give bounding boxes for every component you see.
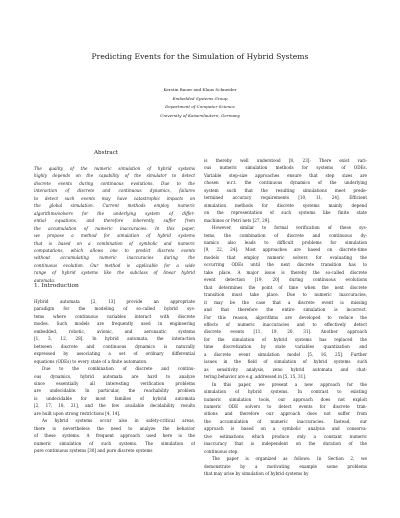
text-line: However, similar to formal verification of these sys- (212, 225, 367, 231)
text-line: between discrete and continuous dynamics is naturally (34, 343, 195, 349)
text-line: discrete events [11, 19, 20, 31]. Another approach (204, 329, 367, 335)
text-line: [1, 3, 12, 28]. In hybrid automata, the interaction (34, 336, 195, 342)
text-line: as sensitivity analysis, zeno hybrid automata and chat- (204, 366, 367, 372)
author-department: Department of Computer Science (165, 104, 235, 110)
text-line: continuous step. (204, 448, 239, 454)
text-line: occurring ODEs until the next discrete transition has to (204, 262, 367, 268)
text-line: effects of numeric inaccuracies and to effectively detect (204, 321, 367, 327)
text-line: inaccuracy that is independent on the duration of the (204, 441, 367, 447)
text-line: approach is based on a symbolic analysis and conserva- (204, 426, 367, 432)
text-line: to detect such events may have catastrophic impacts on (34, 195, 195, 201)
text-line: for the simulation of hybrid systems has replaced the (204, 336, 367, 342)
text-line: we propose a method for simulation of hybrid systems (34, 233, 195, 239)
text-line: expressed by associating a set of ordinary differential (34, 351, 195, 357)
text-line: are built upon strong restrictions [4, 14]. (34, 410, 121, 416)
text-line: For this reason, algorithms are developed to reduce the (204, 314, 367, 320)
text-line: ous dynamics, hybrid automata are hard to analyze (34, 373, 195, 379)
text-line: computations, which allows one to predict discrete events (34, 247, 195, 253)
paper-title: Predicting Events for the Simulation of Hybrid Systems (91, 52, 309, 61)
text-line: discrete events during continuous evolutions. Due to the (34, 180, 195, 186)
text-line: there is nevertheless the need to analyze the behavior (34, 425, 195, 431)
text-line: issues in the field of simulation of hybrid systems such (204, 359, 367, 365)
text-line: the accumulation of numeric inaccuracies. Instead, our (204, 418, 367, 424)
introduction-body (34, 298, 195, 455)
text-line: transition must take place. Due to numeric inaccuracies, (204, 292, 367, 298)
paragraph (34, 417, 195, 454)
text-line: demonstrate by a motivating example some problems (204, 463, 367, 469)
text-line: termined accuracy requirements [10, 11, 24]. Efficient (204, 195, 367, 201)
text-line: ous numeric simulation methods for systems of ODEs. (204, 165, 367, 171)
text-line: are undecidable. In particular, the reachability problem (34, 388, 195, 394)
text-line: The paper is organized as follows: In Section 2, we (212, 456, 367, 462)
paragraph (204, 455, 367, 477)
text-line: Variable step-size approaches ensure that step sizes are (204, 172, 367, 178)
text-line: tems where continuous variables interact with discrete (34, 313, 195, 319)
text-line: namics also leads to difficult problems for simulation (204, 239, 367, 245)
paragraph (204, 224, 367, 381)
text-line: numeric simulation tools, our approach does not exploit (204, 396, 367, 402)
text-line: take place. A major issue is thereby the so-called discrete (204, 269, 367, 275)
text-line: the global simulation. Current methods employ numeric (34, 203, 195, 209)
text-line: pure continuous systems [30] and pure discrete systems (34, 448, 153, 454)
text-line: that is based on a combination of symbolic and numeric (34, 240, 195, 246)
text-line: machines or Petri nets [27, 29]. (204, 217, 271, 223)
text-line: numeric simulation of such systems. The simulation of (34, 440, 195, 446)
text-line: is undecidable for most families of hybrid automata (34, 395, 195, 401)
text-line: tering behavior are e.g. addressed in [5, 15, 31]. (204, 374, 307, 380)
paragraph (34, 365, 195, 417)
text-line: it may be the case that a discrete event is missing (204, 299, 367, 305)
text-line: tems, the combination of discrete and continuous dy- (204, 232, 367, 238)
text-line: simulation of hybrid systems. In contrast to existing (204, 389, 367, 395)
text-line: of these systems. A frequent approach used here is the (34, 433, 195, 439)
text-line: is thereby well understood [8, 23]: There exist vari- (204, 158, 367, 163)
author-block (0, 86, 400, 120)
text-line: paradigm for the modeling of so-called hybrid sys- (34, 306, 195, 312)
text-line: a discrete event simulation model [5, 16, 25]. Further (204, 351, 367, 357)
text-line: that determines the point of time when the next discrete (204, 284, 367, 290)
abstract-body (34, 165, 195, 284)
text-line: modes. Such models are frequently used in engineering (34, 321, 195, 327)
text-line: since essentially all interesting verification problems (34, 380, 195, 386)
text-line: tive estimations which produce only a constant numeric (204, 433, 367, 439)
text-line: time discretization by state variables quantization and (204, 344, 367, 350)
text-line: automata. (34, 277, 56, 283)
paragraph (34, 298, 195, 365)
text-line: system such that the resulting simulations meet prede- (204, 187, 367, 193)
author-group: Embedded Systems Group (172, 95, 228, 101)
text-line: Due to the combination of discrete and continu- (42, 366, 195, 372)
text-line: on the representation of such systems like finite state (204, 210, 367, 216)
right-column-body (204, 157, 367, 477)
text-line: and that therefore the entire simulation is incorrect. (204, 307, 367, 313)
text-line: equations (ODEs) to every state of a finite automaton. (34, 358, 148, 364)
text-line: event detection [19, 20] during continuous evolutions (204, 277, 367, 283)
text-line: the accumulation of numeric inaccuracies. In this paper, (34, 225, 195, 231)
text-line: range of hybrid systems like the subclass of linear hybrid (34, 270, 195, 276)
author-names: Kerstin Bauer and Klaus Schneider (163, 87, 237, 92)
text-line: chosen w.r.t. the continuous dynamics of the underlying (204, 180, 367, 186)
abstract-heading: Abstract (94, 150, 119, 156)
text-line: [2, 17, 18, 21], and the few available decidability results (34, 403, 195, 409)
text-line: numeric ODE solvers to detect events for discrete tran- (204, 403, 367, 409)
paragraph (204, 157, 367, 224)
section-heading-introduction: 1. Introduction (34, 283, 79, 289)
text-line: interaction of discrete and continuous dynamics, failures (34, 188, 195, 194)
text-line: Hybrid automata [2, 13] provide an appropriate (34, 299, 195, 304)
text-line: ential equations, and therefore inherently suffer from (34, 218, 195, 224)
text-line: embedded, robotic, avionic, and aeronautic systems (34, 328, 195, 334)
text-line: highly depends on the capability of the simulator to detect (34, 173, 195, 179)
text-line: without accumulating numeric inaccuracies during the (34, 255, 195, 261)
text-line: that may arise by simulation of hybrid systems by (204, 471, 309, 477)
paragraph (204, 381, 367, 456)
text-line: As hybrid systems occur also in safety-critical areas, (42, 418, 195, 424)
text-line: models that employ numeric solvers for evaluating the (204, 254, 367, 260)
text-line: algorithms/solvers for the underlying system of differ- (34, 210, 195, 216)
text-line: In this paper, we present a new approach for the (212, 381, 367, 387)
text-line: The quality of the numeric simulation of hybrid systems (34, 166, 195, 171)
text-line: continuous evolution. Our method is applicable for a wide (34, 262, 195, 268)
author-university: University of Kaiserslautern, Germany (159, 112, 240, 118)
text-line: [9, 22, 24]. Most approaches are based on discrete-time (204, 247, 367, 253)
text-line: sitions and therefore our approach does not suffer from (204, 411, 367, 417)
text-line: simulation methods for discrete systems mainly depend (204, 202, 367, 208)
